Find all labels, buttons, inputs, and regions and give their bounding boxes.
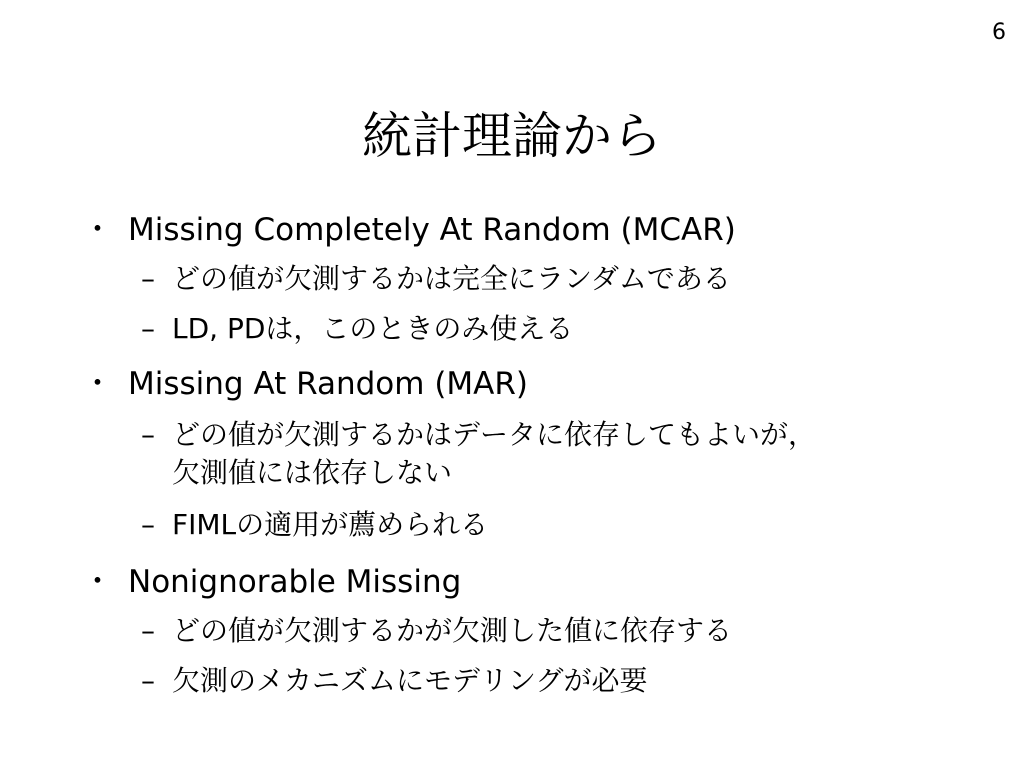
sub-bullet-text: [172, 416, 932, 492]
sub-bullet-line: 欠測値には依存しない: [172, 456, 453, 489]
sub-bullet-line: FIMLの適用が薦められる: [172, 508, 489, 541]
bullet-dot: ・: [82, 564, 113, 600]
sub-bullet-text: [172, 310, 932, 348]
slide-title: 統計理論から: [362, 107, 662, 165]
sub-bullet-line: 欠測のメカニズムにモデリングが必要: [172, 664, 648, 697]
sub-bullet-dash: –: [141, 418, 155, 451]
page-number: 6: [992, 20, 1006, 45]
sub-bullet-line: どの値が欠測するかは完全にランダムである: [172, 262, 731, 295]
sub-bullet-dash: –: [141, 664, 155, 697]
bullet-heading: Missing Completely At Random (MCAR): [128, 212, 736, 248]
sub-bullet-dash: –: [141, 312, 155, 345]
sub-bullet-dash: –: [141, 614, 155, 647]
sub-bullet-line: LD, PDは，このときのみ使える: [172, 312, 574, 345]
sub-bullet-text: [172, 506, 932, 544]
bullet-heading: Missing At Random (MAR): [128, 366, 529, 402]
bullet-item: [82, 210, 982, 250]
sub-bullet-text: [172, 662, 932, 700]
bullet-dot: ・: [82, 212, 113, 248]
sub-bullet-line: どの値が欠測するかが欠測した値に依存する: [172, 614, 733, 647]
sub-bullet-dash: –: [141, 508, 155, 541]
sub-bullet-text: [172, 260, 932, 298]
bullet-item: [82, 562, 982, 602]
sub-bullet-dash: –: [141, 262, 155, 295]
bullet-heading: Nonignorable Missing: [128, 564, 462, 600]
sub-bullet-line: どの値が欠測するかはデータに依存してもよいが，: [172, 418, 817, 451]
bullet-dot: ・: [82, 366, 113, 402]
bullet-item: [82, 364, 982, 404]
sub-bullet-text: [172, 612, 932, 650]
